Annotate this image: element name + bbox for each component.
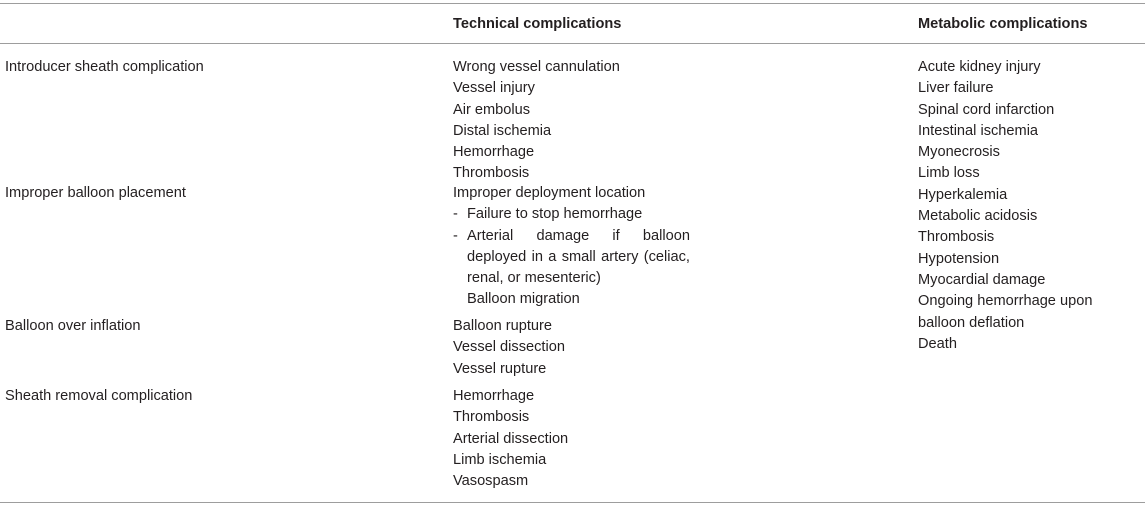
row-technical-sheath-removal [453,386,568,492]
technical-item: Balloon migration [467,291,580,308]
row-category-sheath-removal: Sheath removal complication [5,388,193,404]
row-category-improper-balloon: Improper balloon placement [5,185,186,201]
subitem-text: Failure to stop hemorrhage [467,206,643,223]
technical-item: Limb ischemia [453,451,547,468]
metabolic-item: Hypotension [918,250,1000,267]
technical-item: Vasospasm [453,473,529,490]
technical-item: Thrombosis [453,165,530,182]
metabolic-item: Metabolic acidosis [918,208,1038,225]
metabolic-item: Acute kidney injury [918,59,1041,75]
technical-item: Distal ischemia [453,122,552,139]
technical-item: Vessel dissection [453,339,565,356]
metabolic-item: Intestinal ischemia [918,122,1039,139]
metabolic-complications-list [918,57,1108,355]
technical-item: Hemorrhage [453,388,535,404]
metabolic-item: Hyperkalemia [918,186,1008,203]
table-top-rule [0,3,1145,4]
row-technical-introducer-sheath [453,57,620,185]
subitem-text: Arterial damage if balloon deployed in a small artery (celiac, renal, or mesenteric) [467,227,690,287]
header-rule [0,43,1145,44]
technical-subitem [453,226,690,290]
technical-subitem [453,204,690,225]
metabolic-item: Limb loss [918,165,980,182]
metabolic-item: Liver failure [918,80,994,97]
table-bottom-rule [0,502,1145,503]
header-metabolic-complications: Metabolic complications [918,16,1088,32]
metabolic-item: Thrombosis [918,229,995,246]
technical-item: Vessel injury [453,80,535,97]
row-category-balloon-over-inflation: Balloon over inflation [5,318,141,334]
technical-item: Vessel rupture [453,360,547,377]
technical-item: Arterial dissection [453,430,569,447]
technical-item: Hemorrhage [453,144,535,161]
row-category-introducer-sheath: Introducer sheath complication [5,59,204,75]
technical-item: Wrong vessel cannulation [453,59,620,75]
dash-marker: - [453,227,458,244]
dash-marker: - [453,206,458,223]
technical-item: Air embolus [453,101,531,118]
header-technical-complications: Technical complications [453,16,622,32]
technical-item: Balloon rupture [453,318,552,334]
metabolic-item: Death [918,335,957,352]
metabolic-item: Spinal cord infarction [918,101,1055,118]
metabolic-item: Myonecrosis [918,144,1000,161]
row-technical-improper-balloon [453,183,690,311]
metabolic-item: Ongoing hemorrhage upon balloon deflation [918,293,1093,331]
technical-item: Thrombosis [453,409,530,426]
technical-item: Improper deployment location [453,185,646,201]
row-technical-balloon-over-inflation [453,316,565,380]
metabolic-item: Myocardial damage [918,271,1046,288]
